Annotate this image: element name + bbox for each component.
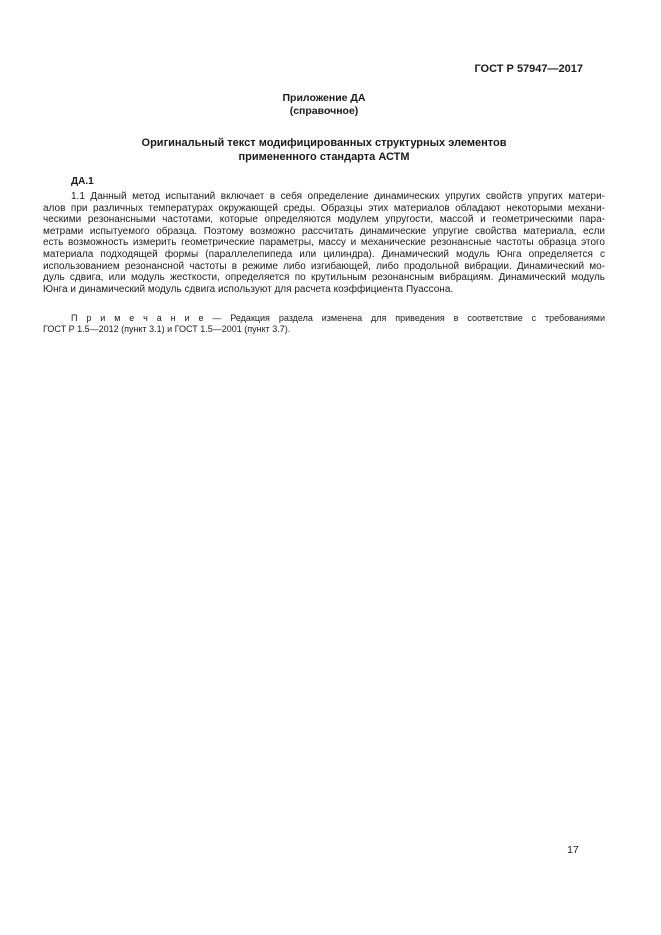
paragraph-line: использованием резонансной частоты в режиме либо изгибающей, либо продольной вибрации. Динамический мо-: [43, 260, 605, 272]
paragraph-line: материала подходящей формы (параллелепипеда или цилиндра). Динамический модуль Юнга определяется с: [43, 248, 605, 260]
appendix-subtitle: (справочное): [289, 105, 359, 117]
note-line: ГОСТ Р 1.5—2012 (пункт 3.1) и ГОСТ 1.5—2001 (пункт 3.7).: [43, 324, 291, 335]
paragraph-line: дуль сдвига, или модуль жесткости, определяется по крутильным резонансным вибрациям. Динамический модуль: [43, 272, 605, 284]
section-title: [43, 136, 605, 164]
note-paragraph: [43, 313, 605, 336]
paragraph-line: есть возможность измерить геометрические параметры, массу и механические резонансные частоты образца этого: [43, 237, 605, 249]
paragraph-line: 1.1 Данный метод испытаний включает в себя определение динамических упругих свойств упругих матери-: [71, 191, 605, 202]
clause-label: ДА.1: [71, 176, 94, 187]
paragraph-line: ческими резонансными частотами, которые определяются модулем упругости, массой и геометрическими пара-: [43, 214, 605, 226]
note-line: П р и м е ч а н и е — Редакция раздела изменена для приведения в соответствие с требованиями: [71, 313, 605, 323]
paragraph-line: метрами испытуемого образца. Поэтому возможно рассчитать динамические упругие свойства материала, если: [43, 225, 605, 237]
paragraph-line: Юнга и динамический модуль сдвига используют для расчета коэффициента Пуассона.: [43, 283, 454, 295]
body-paragraph: [43, 191, 605, 295]
paragraph-line: алов при различных температурах окружающей среды. Образцы этих материалов обладают некоторыми механи-: [43, 202, 605, 214]
appendix-title: Приложение ДА: [282, 92, 366, 104]
page-number: 17: [567, 844, 579, 856]
standard-designation-header: ГОСТ Р 57947—2017: [474, 63, 583, 75]
appendix-heading: [43, 92, 605, 118]
section-title-line-2: примененного стандарта АСТМ: [238, 151, 410, 163]
section-title-line-1: Оригинальный текст модифицированных структурных элементов: [141, 137, 507, 149]
